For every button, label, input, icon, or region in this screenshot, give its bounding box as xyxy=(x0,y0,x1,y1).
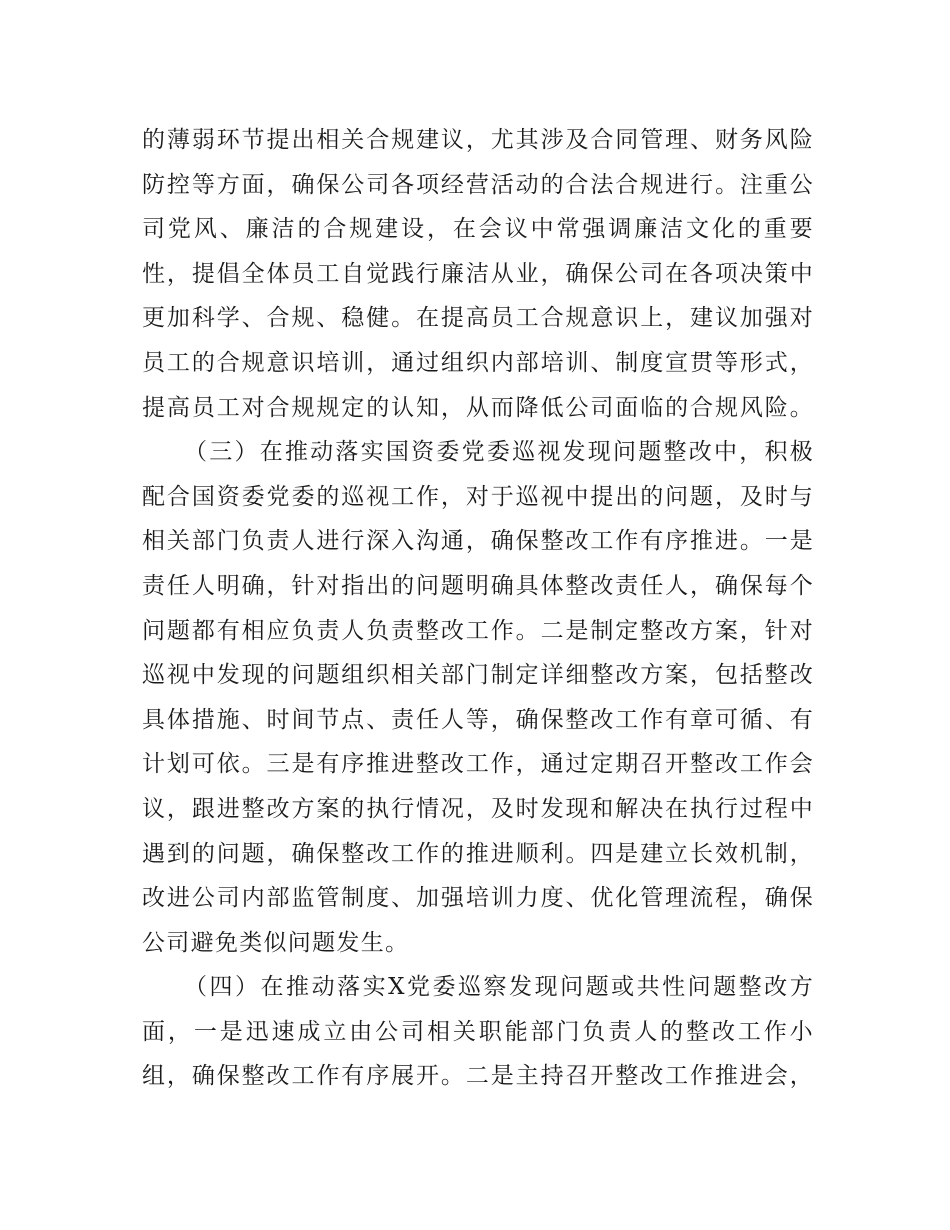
text-line: 司党风、廉洁的合规建设，在会议中常强调廉洁文化的重要 xyxy=(142,216,814,243)
text-line: 面，一是迅速成立由公司相关职能部门负责人的整改工作小 xyxy=(142,1018,814,1045)
text-line: 计划可依。三是有序推进整改工作，通过定期召开整改工作会 xyxy=(142,751,814,778)
text-line: 改进公司内部监管制度、加强培训力度、优化管理流程，确保 xyxy=(142,885,814,912)
text-line: 组，确保整改工作有序展开。二是主持召开整改工作推进会， xyxy=(142,1063,814,1090)
text-line: 防控等方面，确保公司各项经营活动的合法合规进行。注重公 xyxy=(142,171,814,198)
text-line: 相关部门负责人进行深入沟通，确保整改工作有序推进。一是 xyxy=(142,528,814,555)
text-line: （三）在推动落实国资委党委巡视发现问题整改中，积极 xyxy=(184,439,814,466)
text-line: 的薄弱环节提出相关合规建议，尤其涉及合同管理、财务风险 xyxy=(142,127,814,153)
text-line: 议，跟进整改方案的执行情况，及时发现和解决在执行过程中 xyxy=(142,795,814,822)
text-line: 问题都有相应负责人负责整改工作。二是制定整改方案，针对 xyxy=(142,617,814,644)
text-line: 责任人明确，针对指出的问题明确具体整改责任人，确保每个 xyxy=(142,572,814,599)
text-line: 具体措施、时间节点、责任人等，确保整改工作有章可循、有 xyxy=(142,706,814,733)
text-line: 性，提倡全体员工自觉践行廉洁从业，确保公司在各项决策中 xyxy=(142,260,814,287)
text-line: 巡视中发现的问题组织相关部门制定详细整改方案，包括整改 xyxy=(142,662,814,689)
body-text xyxy=(142,118,814,1099)
text-line: 遇到的问题，确保整改工作的推进顺利。四是建立长效机制， xyxy=(142,840,814,867)
text-line: 更加科学、合规、稳健。在提高员工合规意识上，建议加强对 xyxy=(142,305,814,332)
text-line: 配合国资委党委的巡视工作，对于巡视中提出的问题，及时与 xyxy=(142,483,814,510)
text-line: 提高员工对合规规定的认知，从而降低公司面临的合规风险。 xyxy=(142,394,814,421)
text-line: 员工的合规意识培训，通过组织内部培训、制度宣贯等形式， xyxy=(142,349,814,376)
text-line: （四）在推动落实X党委巡察发现问题或共性问题整改方 xyxy=(184,974,814,1001)
text-line: 公司避免类似问题发生。 xyxy=(142,929,410,956)
